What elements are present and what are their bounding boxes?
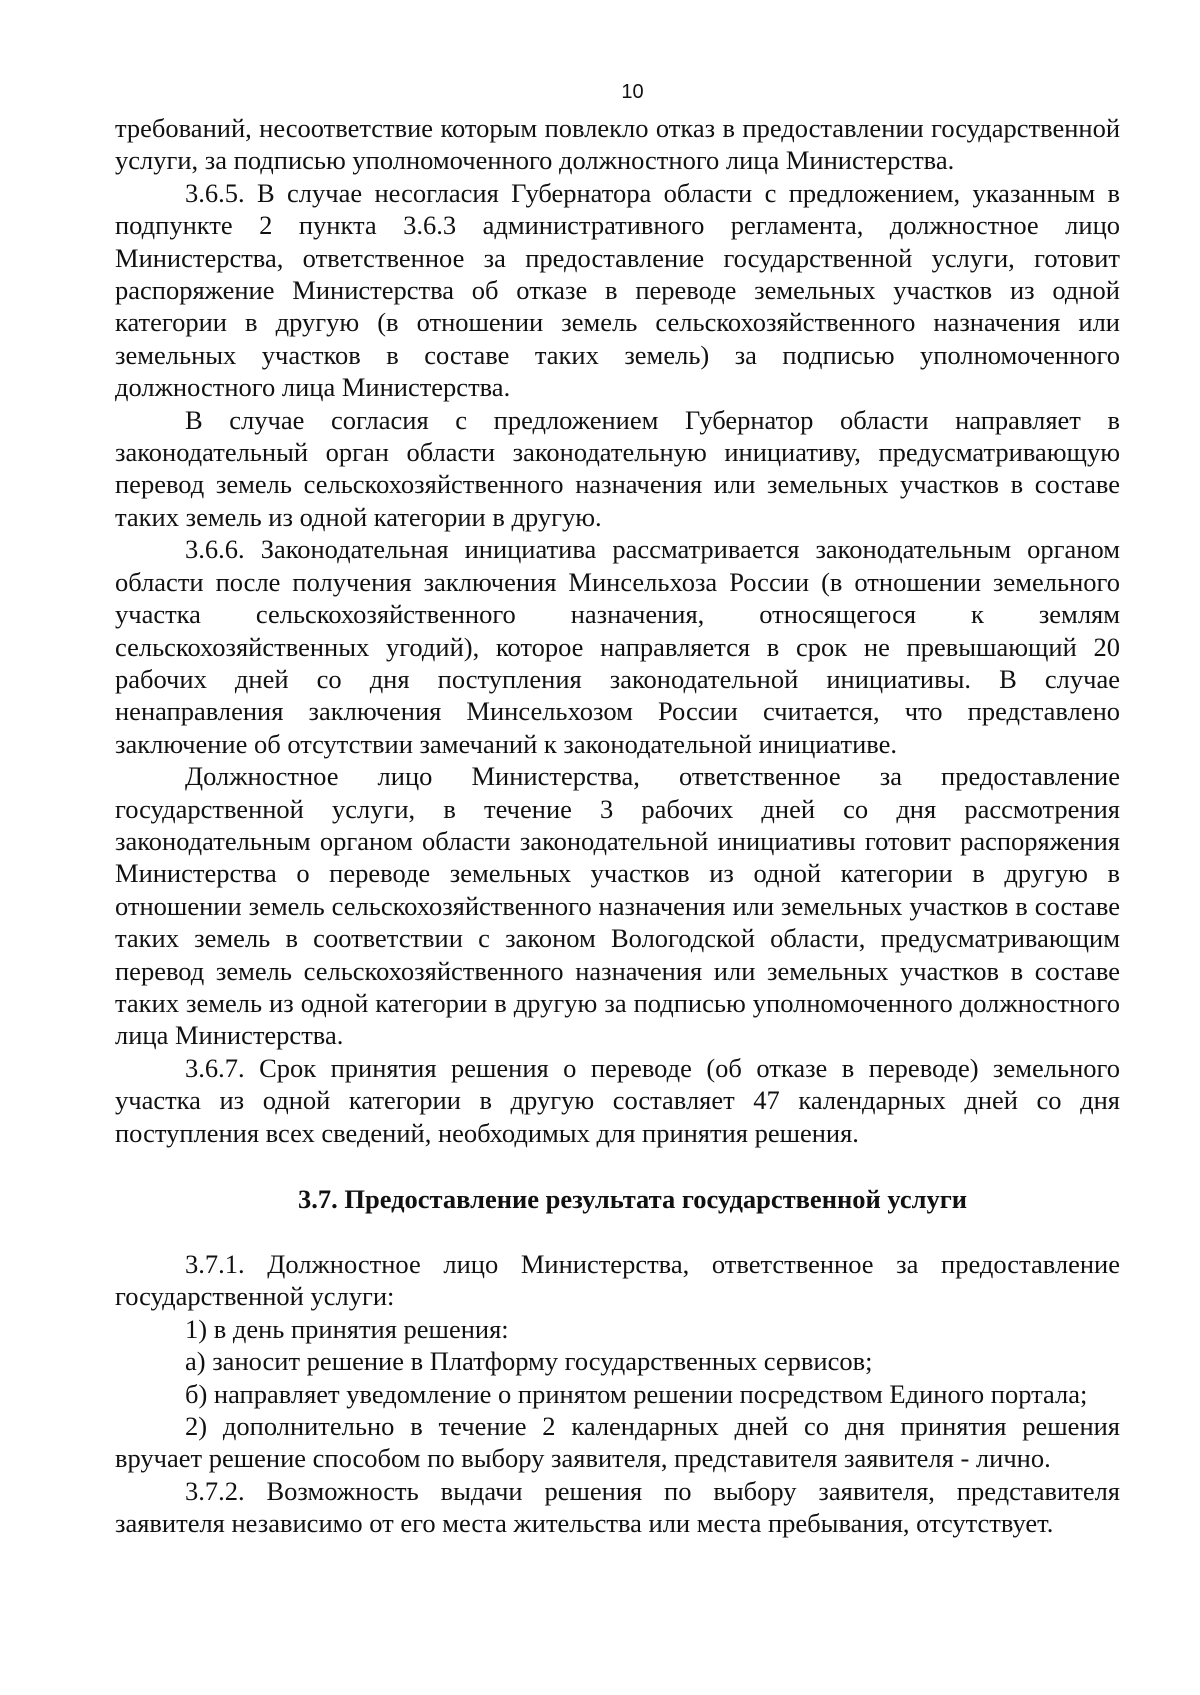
- list-item-1: 1) в день принятия решения:: [185, 1313, 509, 1344]
- paragraph-3-6-6: 3.6.6. Законодательная инициатива рассматривается законодательным органом области после получения заключения Минсельхоза России (в отношении земельного участка сельскохозяйственного назначения, относящегося к землям сельскохозяйственных угодий), которое направляется в срок не превышающий 20 рабочих дней со дня поступления законодательной инициативы. В случае ненаправления заключения Минсельхозом России считается, что представлено заключение об отсутствии замечаний к законодательной инициативе.: [115, 534, 1120, 759]
- list-item-2: 2) дополнительно в течение 2 календарных дней со дня принятия решения вручает решение способом по выбору заявителя, представителя заявителя - лично.: [115, 1411, 1120, 1474]
- paragraph-governor-consent: В случае согласия с предложением Губернатор области направляет в законодательный орган области законодательную инициативу, предусматривающую перевод земель сельскохозяйственного назначения или земельных участков в составе таких земель из одной категории в другую.: [115, 404, 1120, 532]
- paragraph-3-7-1: 3.7.1. Должностное лицо Министерства, ответственное за предоставление государственной услуги:: [115, 1249, 1120, 1312]
- paragraph-3-6-5: 3.6.5. В случае несогласия Губернатора области с предложением, указанным в подпункте 2 пункта 3.6.3 административного регламента, должностное лицо Министерства, ответственное за предоставление государственной услуги, готовит распоряжение Министерства об отказе в переводе земельных участков из одной категории в другую (в отношении земель сельскохозяйственного назначения или земельных участков в составе таких земель) за подписью уполномоченного должностного лица Министерства.: [115, 177, 1120, 403]
- document-page: [115, 80, 1120, 1540]
- paragraph-continuation: требований, несоответствие которым повлекло отказ в предоставлении государственной услуги, за подписью уполномоченного должностного лица Министерства.: [115, 113, 1120, 176]
- paragraph-3-6-7: 3.6.7. Срок принятия решения о переводе (об отказе в переводе) земельного участка из одной категории в другую составляет 47 календарных дней со дня поступления всех сведений, необходимых для принятия решения.: [115, 1052, 1120, 1148]
- paragraph-official-prepares: Должностное лицо Министерства, ответственное за предоставление государственной услуги, в течение 3 рабочих дней со дня рассмотрения законодательным органом области законодательной инициативы готовит распоряжения Министерства о переводе земельных участков из одной категории в другую в отношении земель сельскохозяйственного назначения или земельных участков в составе таких земель в соответствии с законом Вологодской области, предусматривающим перевод земель сельскохозяйственного назначения или земельных участков в составе таких земель из одной категории в другую за подписью уполномоченного должностного лица Министерства.: [115, 761, 1120, 1051]
- list-item-a: а) заносит решение в Платформу государственных сервисов;: [185, 1346, 873, 1377]
- top-section: [115, 112, 1120, 1149]
- list-item-b: б) направляет уведомление о принятом решении посредством Единого портала;: [185, 1378, 1088, 1409]
- paragraph-3-7-2: 3.7.2. Возможность выдачи решения по выбору заявителя, представителя заявителя независимо от его места жительства или места пребывания, отсутствует.: [115, 1475, 1120, 1539]
- bottom-section: [115, 1248, 1120, 1540]
- section-heading: 3.7. Предоставление результата государственной услуги: [298, 1184, 967, 1214]
- page-number: 10: [621, 81, 644, 103]
